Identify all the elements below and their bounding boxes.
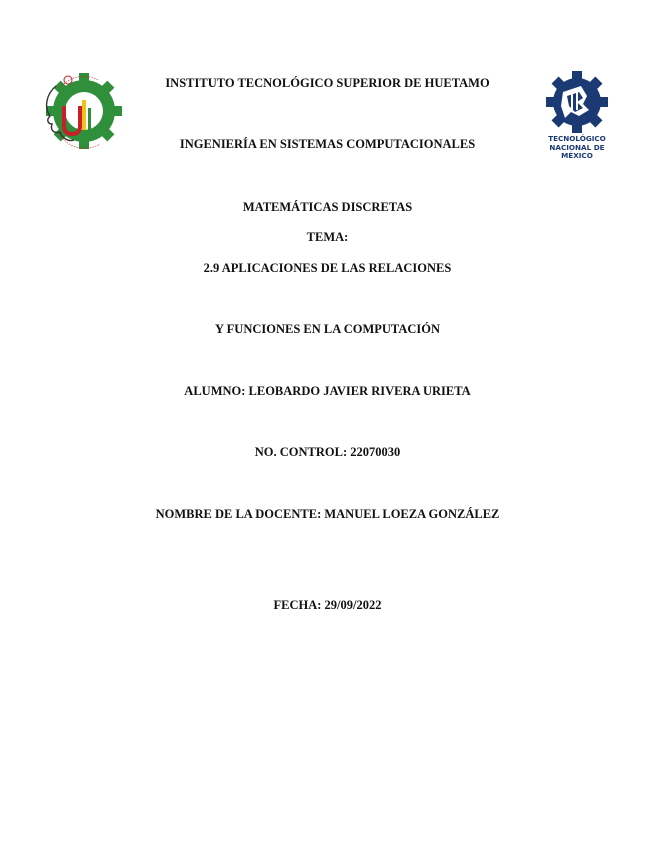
topic-title-line1: 2.9 APLICACIONES DE LAS RELACIONES — [203, 261, 452, 275]
topic-label: TEMA: — [306, 230, 349, 244]
tecnm-logo-line2: NACIONAL DE MÉXICO — [549, 143, 605, 160]
topic-title-line2: Y FUNCIONES EN LA COMPUTACIÓN — [214, 322, 440, 336]
control-number: NO. CONTROL: 22070030 — [254, 445, 401, 459]
career-name: INGENIERÍA EN SISTEMAS COMPUTACIONALES — [179, 137, 476, 151]
tecnm-logo-line1: TECNOLÓGICO — [548, 134, 606, 143]
subject-name: MATEMÁTICAS DISCRETAS — [242, 200, 413, 214]
institute-name: INSTITUTO TECNOLÓGICO SUPERIOR DE HUETAMO — [165, 76, 490, 90]
student-name: ALUMNO: LEOBARDO JAVIER RIVERA URIETA — [184, 384, 471, 398]
date: FECHA: 29/09/2022 — [273, 598, 382, 612]
teacher-name: NOMBRE DE LA DOCENTE: MANUEL LOEZA GONZÁLEZ — [155, 507, 500, 521]
